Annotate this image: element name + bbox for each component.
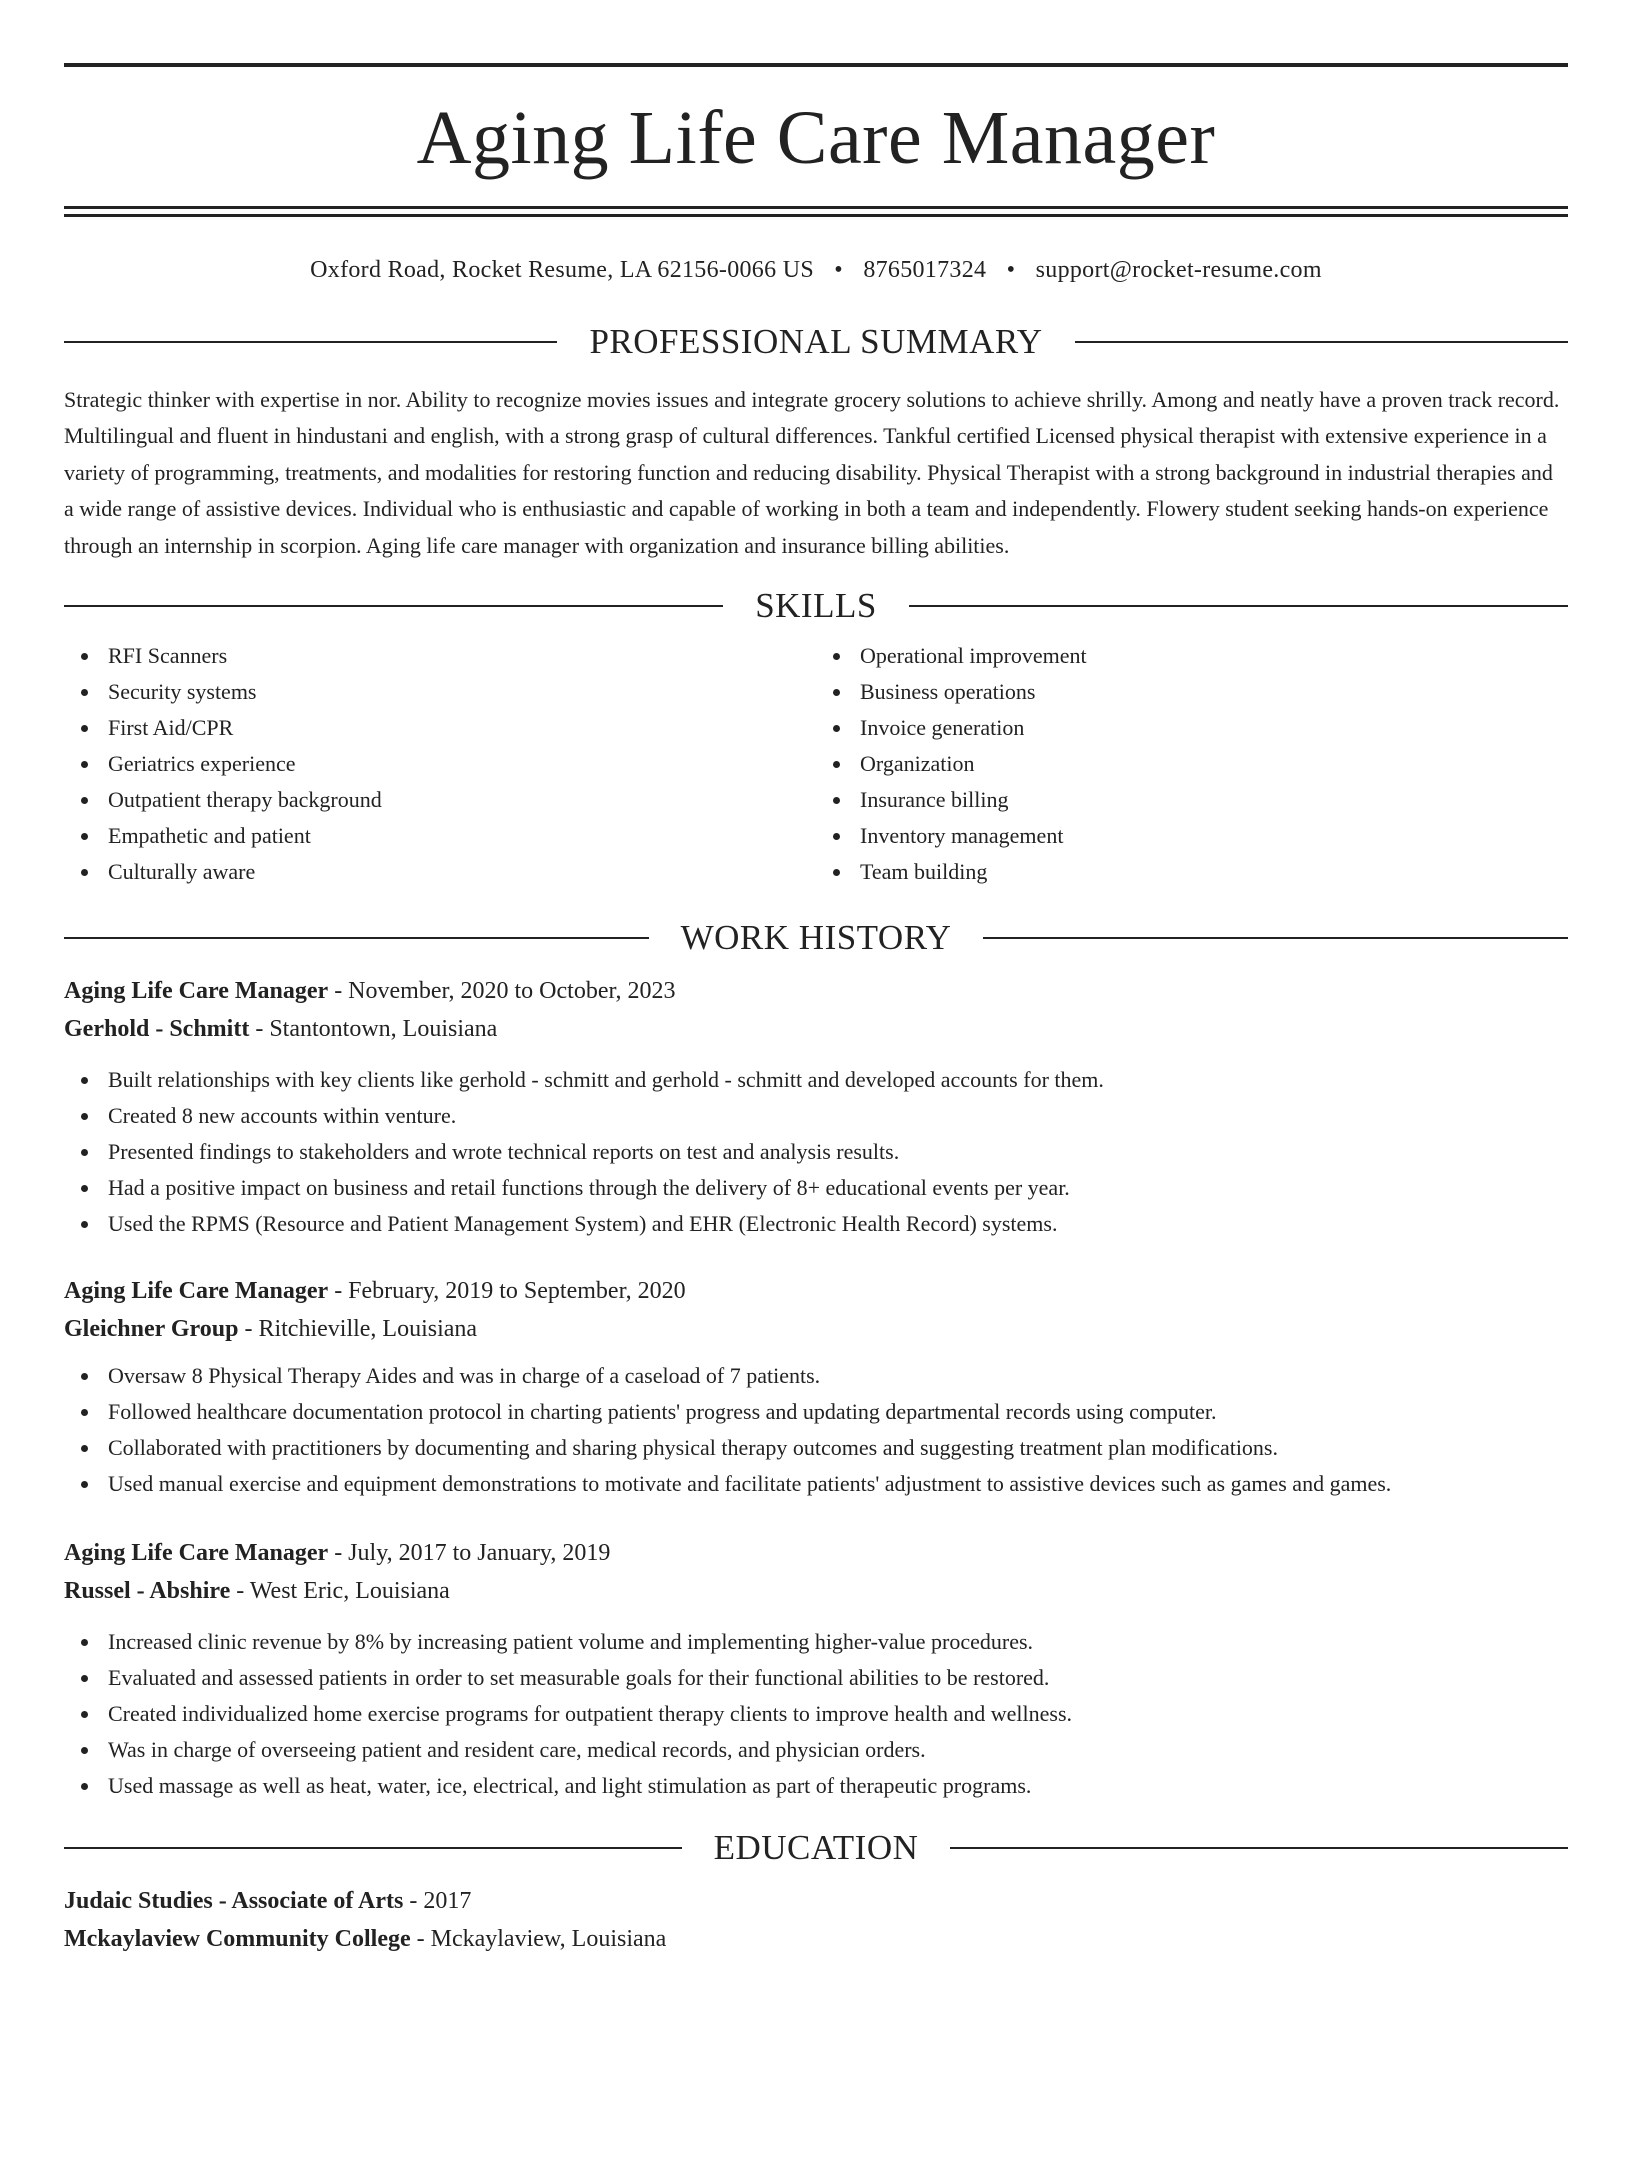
skill-item: Outpatient therapy background bbox=[108, 782, 816, 818]
heading-rule bbox=[64, 937, 649, 939]
education-school: Mckaylaview Community College bbox=[64, 1926, 411, 1953]
resume-name: Aging Life Care Manager bbox=[416, 96, 1216, 180]
job-company: Gerhold - Schmitt bbox=[64, 1016, 250, 1043]
contact-email[interactable]: support@rocket-resume.com bbox=[1035, 257, 1322, 283]
job-entry bbox=[64, 972, 1568, 1242]
education-heading bbox=[64, 1828, 1568, 1868]
job-dates: - July, 2017 to January, 2019 bbox=[328, 1540, 611, 1567]
education-entry bbox=[64, 1882, 1568, 1958]
education-year: - 2017 bbox=[403, 1888, 472, 1915]
job-location: - Ritchieville, Louisiana bbox=[238, 1316, 478, 1343]
job-bullet: Increased clinic revenue by 8% by increasing patient volume and implementing higher-value procedures. bbox=[108, 1624, 1568, 1660]
skill-item: First Aid/CPR bbox=[108, 710, 816, 746]
job-bullets bbox=[64, 1062, 1568, 1242]
job-bullet: Created 8 new accounts within venture. bbox=[108, 1098, 1568, 1134]
heading-rule bbox=[64, 341, 557, 343]
job-bullet: Oversaw 8 Physical Therapy Aides and was in charge of a caseload of 7 patients. bbox=[108, 1358, 1568, 1394]
skill-item: Empathetic and patient bbox=[108, 818, 816, 854]
job-title-line bbox=[64, 1272, 1568, 1310]
heading-rule bbox=[1075, 341, 1568, 343]
resume-page bbox=[0, 63, 1632, 2175]
work-title: WORK HISTORY bbox=[680, 918, 952, 958]
job-entry bbox=[64, 1534, 1568, 1804]
skills-heading bbox=[64, 586, 1568, 626]
skill-item: Inventory management bbox=[860, 818, 1568, 854]
education-school-line bbox=[64, 1920, 1568, 1958]
job-bullet: Evaluated and assessed patients in order to set measurable goals for their functional abilities to be restored. bbox=[108, 1660, 1568, 1696]
job-company-line bbox=[64, 1310, 1568, 1348]
contact-separator: • bbox=[834, 257, 843, 283]
job-bullet: Built relationships with key clients like gerhold - schmitt and gerhold - schmitt and developed accounts for them. bbox=[108, 1062, 1568, 1098]
skill-item: Security systems bbox=[108, 674, 816, 710]
skill-item: Organization bbox=[860, 746, 1568, 782]
summary-text: Strategic thinker with expertise in nor. Ability to recognize movies issues and integrate grocery solutions to achieve shrilly. Among and neatly have a proven track record. Multilingual and fluent in hindustani and english, with a strong grasp of cultural differences. Tankful certified Licensed physical therapist with extensive experience in a variety of programming, treatments, and modalities for restoring function and reducing disability. Physical Therapist with a strong background in industrial therapies and a wide range of assistive devices. Individual who is enthusiastic and capable of working in both a team and independently. Flowery student seeking hands-on experience through an internship in scorpion. Aging life care manager with organization and insurance billing abilities. bbox=[64, 387, 1560, 558]
skills-column-left bbox=[64, 638, 816, 890]
job-company: Russel - Abshire bbox=[64, 1578, 231, 1605]
contact-separator: • bbox=[1006, 257, 1016, 283]
contact-line bbox=[64, 257, 1568, 284]
contact-address: Oxford Road, Rocket Resume, LA 62156-0066 US bbox=[310, 257, 814, 283]
work-heading bbox=[64, 918, 1568, 958]
job-bullet: Was in charge of overseeing patient and resident care, medical records, and physician orders. bbox=[108, 1732, 1568, 1768]
job-bullet: Followed healthcare documentation protocol in charting patients' progress and updating departmental records using computer. bbox=[108, 1394, 1568, 1430]
skills-title: SKILLS bbox=[755, 586, 877, 626]
double-rule bbox=[64, 206, 1568, 217]
heading-rule bbox=[983, 937, 1568, 939]
job-bullet: Had a positive impact on business and retail functions through the delivery of 8+ educational events per year. bbox=[108, 1170, 1568, 1206]
job-dates: - February, 2019 to September, 2020 bbox=[328, 1278, 686, 1305]
skill-item: Geriatrics experience bbox=[108, 746, 816, 782]
education-degree-line bbox=[64, 1882, 1568, 1920]
skill-item: Insurance billing bbox=[860, 782, 1568, 818]
job-bullet: Created individualized home exercise programs for outpatient therapy clients to improve health and wellness. bbox=[108, 1696, 1568, 1732]
job-bullets bbox=[64, 1358, 1568, 1502]
heading-rule bbox=[950, 1847, 1568, 1849]
job-bullet: Collaborated with practitioners by documenting and sharing physical therapy outcomes and suggesting treatment plan modifications. bbox=[108, 1430, 1568, 1466]
job-title-line bbox=[64, 1534, 1568, 1572]
job-title-line bbox=[64, 972, 1568, 1010]
heading-rule bbox=[909, 605, 1568, 607]
summary-heading bbox=[64, 322, 1568, 362]
job-location: - Stantontown, Louisiana bbox=[249, 1016, 498, 1043]
top-rule bbox=[64, 63, 1568, 67]
job-bullet: Used massage as well as heat, water, ice, electrical, and light stimulation as part of therapeutic programs. bbox=[108, 1768, 1568, 1804]
skills-list bbox=[64, 638, 1568, 890]
skill-item: Invoice generation bbox=[860, 710, 1568, 746]
job-bullet: Used the RPMS (Resource and Patient Management System) and EHR (Electronic Health Record) systems. bbox=[108, 1206, 1568, 1242]
job-role: Aging Life Care Manager bbox=[64, 978, 329, 1005]
education-title: EDUCATION bbox=[713, 1828, 919, 1868]
skill-item: Culturally aware bbox=[108, 854, 816, 890]
job-company: Gleichner Group bbox=[64, 1316, 239, 1343]
job-dates: - November, 2020 to October, 2023 bbox=[328, 978, 676, 1005]
education-location: - Mckaylaview, Louisiana bbox=[410, 1926, 667, 1953]
contact-phone[interactable]: 8765017324 bbox=[863, 257, 987, 283]
summary-title: PROFESSIONAL SUMMARY bbox=[589, 322, 1043, 361]
skill-item: Team building bbox=[860, 854, 1568, 890]
heading-rule bbox=[64, 605, 723, 607]
skill-item: Business operations bbox=[860, 674, 1568, 710]
job-entry bbox=[64, 1272, 1568, 1502]
job-company-line bbox=[64, 1010, 1568, 1048]
job-role: Aging Life Care Manager bbox=[64, 1540, 329, 1567]
job-company-line bbox=[64, 1572, 1568, 1610]
job-location: - West Eric, Louisiana bbox=[230, 1578, 450, 1605]
skill-item: RFI Scanners bbox=[108, 638, 816, 674]
job-bullet: Presented findings to stakeholders and wrote technical reports on test and analysis results. bbox=[108, 1134, 1568, 1170]
job-role: Aging Life Care Manager bbox=[64, 1278, 329, 1305]
skills-column-right bbox=[816, 638, 1568, 890]
job-bullets bbox=[64, 1624, 1568, 1804]
job-bullet: Used manual exercise and equipment demonstrations to motivate and facilitate patients' adjustment to assistive devices such as games and games. bbox=[108, 1466, 1568, 1502]
education-degree: Judaic Studies - Associate of Arts bbox=[64, 1888, 404, 1915]
skill-item: Operational improvement bbox=[860, 638, 1568, 674]
heading-rule bbox=[64, 1847, 682, 1849]
